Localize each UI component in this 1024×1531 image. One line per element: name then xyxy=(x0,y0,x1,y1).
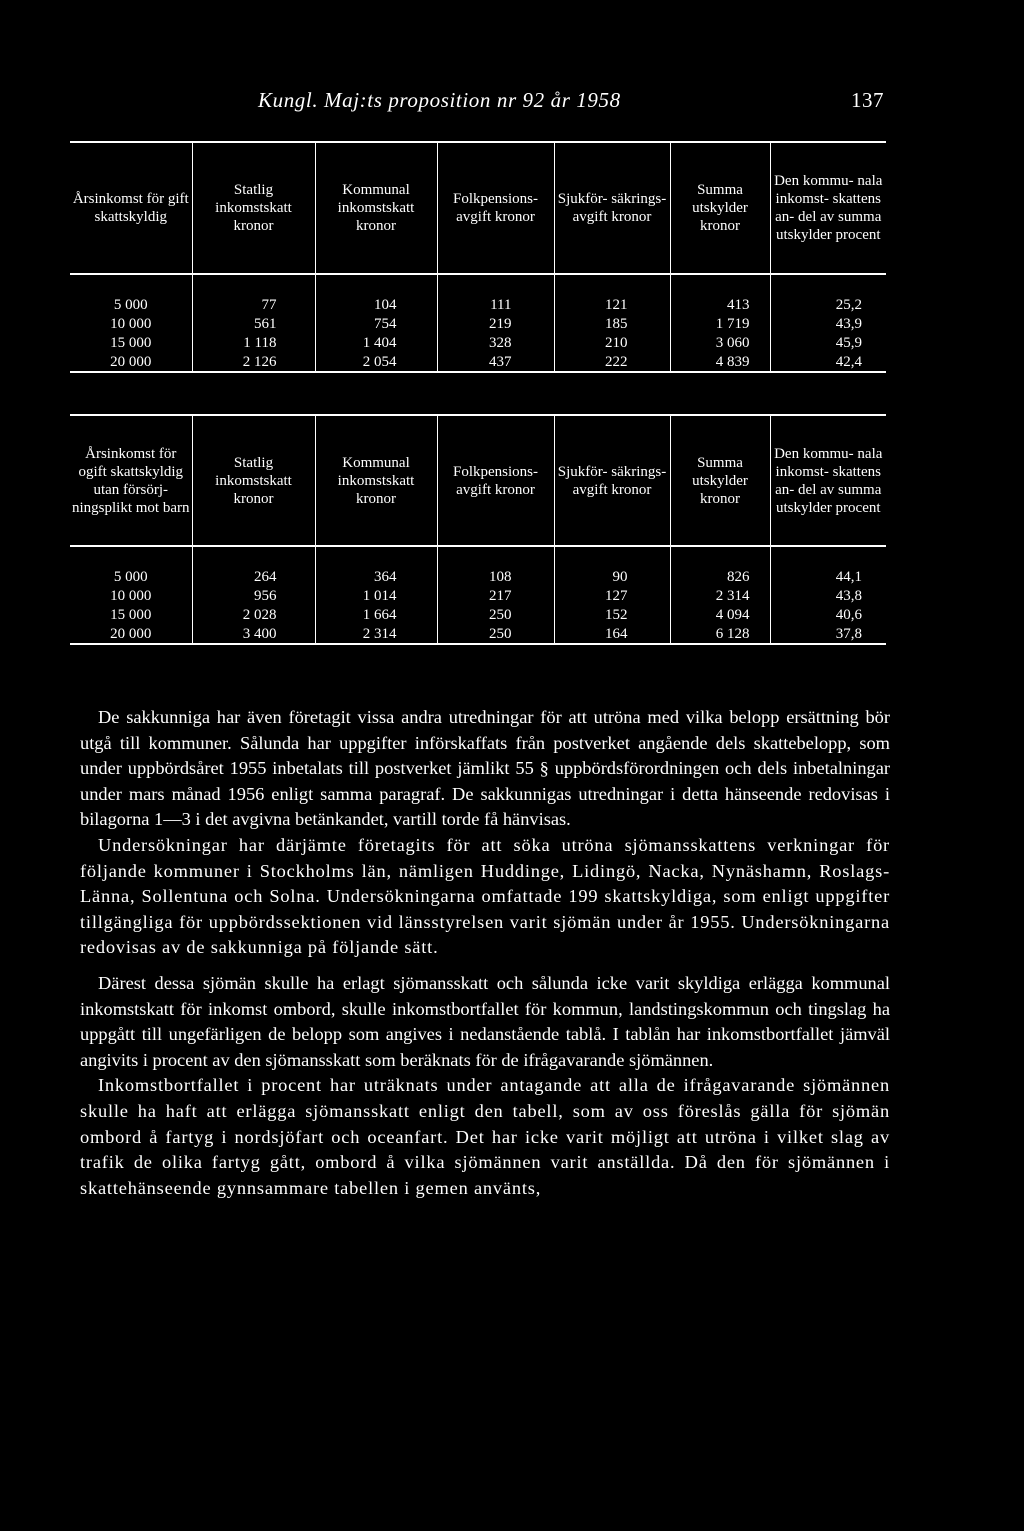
table-cell: 1 118 xyxy=(192,333,315,352)
table-cell: 43,9 xyxy=(770,314,886,333)
table-cell: 210 xyxy=(554,333,670,352)
column-header: Summa utskylder kronor xyxy=(670,415,770,546)
table-header-row xyxy=(70,415,886,546)
table-cell: 5 000 xyxy=(113,296,148,313)
table-cell: 20 000 xyxy=(110,353,152,370)
table-cell: 3 400 xyxy=(192,624,315,644)
table-cell: 2 314 xyxy=(315,624,437,644)
paragraph: De sakkunniga har även företagit vissa andra utredningar för att utröna med vilka belopp ersättning bör utgå till kommuner. Sålunda har uppgifter införskaffats från postverket angående dels skattebelopp, som under uppbördsåret 1955 inbetalats till postverket jämlikt 55 § uppbördsförordningen och dels inbetalningar under mars månad 1956 enligt samma paragraf. De sakkunnigas utredningar i detta hänseende redovisas i bilagorna 1—3 i det avgivna betänkandet, vartill torde få hänvisas. xyxy=(80,707,890,830)
column-header: Den kommu- nala inkomst- skattens an- del av summa utskylder procent xyxy=(770,142,886,274)
column-header: Kommunal inkomstskatt kronor xyxy=(315,415,437,546)
column-header: Statlig inkomstskatt kronor xyxy=(192,142,315,274)
table-cell: 6 128 xyxy=(670,624,770,644)
table-married-taxpayer xyxy=(70,141,886,373)
page-number: 137 xyxy=(851,88,884,112)
table-cell: 42,4 xyxy=(770,352,886,372)
table-cell: 127 xyxy=(554,586,670,605)
table-cell: 2 126 xyxy=(192,352,315,372)
table-row xyxy=(70,352,886,372)
table-cell: 437 xyxy=(437,352,554,372)
table-row xyxy=(70,605,886,624)
table-cell: 44,1 xyxy=(770,567,886,586)
table-unmarried-taxpayer xyxy=(70,414,886,645)
column-header: Årsinkomst för ogift skattskyldig utan försörj- ningsplikt mot barn xyxy=(72,445,190,516)
table-cell: 1 404 xyxy=(315,333,437,352)
table-cell: 364 xyxy=(315,567,437,586)
table-cell: 264 xyxy=(192,567,315,586)
column-header: Den kommu- nala inkomst- skattens an- del av summa utskylder procent xyxy=(770,415,886,546)
table-cell: 2 314 xyxy=(670,586,770,605)
column-header: Kommunal inkomstskatt kronor xyxy=(315,142,437,274)
table-cell: 1 719 xyxy=(670,314,770,333)
table-row xyxy=(70,314,886,333)
table-cell: 219 xyxy=(437,314,554,333)
table-cell: 108 xyxy=(437,567,554,586)
table-cell: 754 xyxy=(315,314,437,333)
table-cell: 328 xyxy=(437,333,554,352)
column-header: Årsinkomst för gift skattskyldig xyxy=(72,191,189,225)
table-cell: 250 xyxy=(437,624,554,644)
paragraph: Därest dessa sjömän skulle ha erlagt sjömansskatt och sålunda icke varit skyldiga erlägga kommunal inkomstskatt för inkomst ombord, skulle inkomstbortfallet för kommun, landstingskommun och tingslag ha uppgått till ungefärligen de belopp som angives i nedanstående tablå. I tablån har inkomstbortfallet jämväl angivits i procent av den sjömansskatt som beräknats för de ifrågavarande sjömännen. xyxy=(80,972,890,1070)
column-header: Statlig inkomstskatt kronor xyxy=(192,415,315,546)
table-row xyxy=(70,333,886,352)
page-header xyxy=(70,88,886,118)
running-title: Kungl. Maj:ts proposition nr 92 år 1958 xyxy=(258,88,621,112)
table-cell: 77 xyxy=(192,295,315,314)
table-cell: 15 000 xyxy=(110,606,152,623)
table-cell: 43,8 xyxy=(770,586,886,605)
table-cell: 4 094 xyxy=(670,605,770,624)
table-cell: 10 000 xyxy=(110,315,152,332)
table-row xyxy=(70,586,886,605)
table-cell: 2 054 xyxy=(315,352,437,372)
column-header: Summa utskylder kronor xyxy=(670,142,770,274)
table-cell: 561 xyxy=(192,314,315,333)
table-row xyxy=(70,624,886,644)
table-cell: 104 xyxy=(315,295,437,314)
table-cell: 121 xyxy=(554,295,670,314)
table-cell: 40,6 xyxy=(770,605,886,624)
table-cell: 164 xyxy=(554,624,670,644)
table-cell: 45,9 xyxy=(770,333,886,352)
table-cell: 956 xyxy=(192,586,315,605)
table-cell: 185 xyxy=(554,314,670,333)
table-cell: 250 xyxy=(437,605,554,624)
column-header: Sjukför- säkrings- avgift kronor xyxy=(554,415,670,546)
body-text xyxy=(80,705,890,1201)
paragraph: Inkomstbortfallet i procent har uträknats under antagande att alla de ifrågavarande sjömännen skulle ha haft att erlägga sjömansskatt enligt den tabell, som av oss föreslås gälla för sjömän ombord å fartyg i nordsjöfart och oceanfart. Det har icke varit möjligt att utröna i vilket slag av trafik de olika fartyg gått, ombord å vilka sjömännen varit anställda. Då den för sjömännen i skattehänseende gynnsammare tabellen i gemen använts, xyxy=(80,1075,890,1198)
paragraph: Undersökningar har därjämte företagits för att söka utröna sjömansskattens verkningar för följande kommuner i Stockholms län, nämligen Huddinge, Lidingö, Nacka, Nynäshamn, Roslags-Länna, Sollentuna och Solna. Undersökningarna omfattade 199 skattskyldiga, som enligt uppgifter tillgängliga för uppbördssektionen vid länsstyrelsen varit sjömän under år 1955. Undersökningarna redovisas av de sakkunniga på följande sätt. xyxy=(80,834,890,958)
table-row xyxy=(70,567,886,586)
column-header: Sjukför- säkrings- avgift kronor xyxy=(554,142,670,274)
column-header: Folkpensions- avgift kronor xyxy=(437,415,554,546)
table-cell: 37,8 xyxy=(770,624,886,644)
table-cell: 222 xyxy=(554,352,670,372)
table-cell: 2 028 xyxy=(192,605,315,624)
table-cell: 20 000 xyxy=(110,625,152,642)
table-cell: 152 xyxy=(554,605,670,624)
table-row xyxy=(70,295,886,314)
table-cell: 4 839 xyxy=(670,352,770,372)
table-cell: 826 xyxy=(670,567,770,586)
table-cell: 25,2 xyxy=(770,295,886,314)
table-cell: 413 xyxy=(670,295,770,314)
column-header: Folkpensions- avgift kronor xyxy=(437,142,554,274)
table-cell: 1 014 xyxy=(315,586,437,605)
table-cell: 90 xyxy=(554,567,670,586)
table-header-row xyxy=(70,142,886,274)
table-cell: 15 000 xyxy=(110,334,152,351)
table-cell: 10 000 xyxy=(110,587,152,604)
table-cell: 217 xyxy=(437,586,554,605)
table-cell: 1 664 xyxy=(315,605,437,624)
table-cell: 5 000 xyxy=(113,568,148,585)
table-cell: 3 060 xyxy=(670,333,770,352)
table-cell: 111 xyxy=(437,295,554,314)
